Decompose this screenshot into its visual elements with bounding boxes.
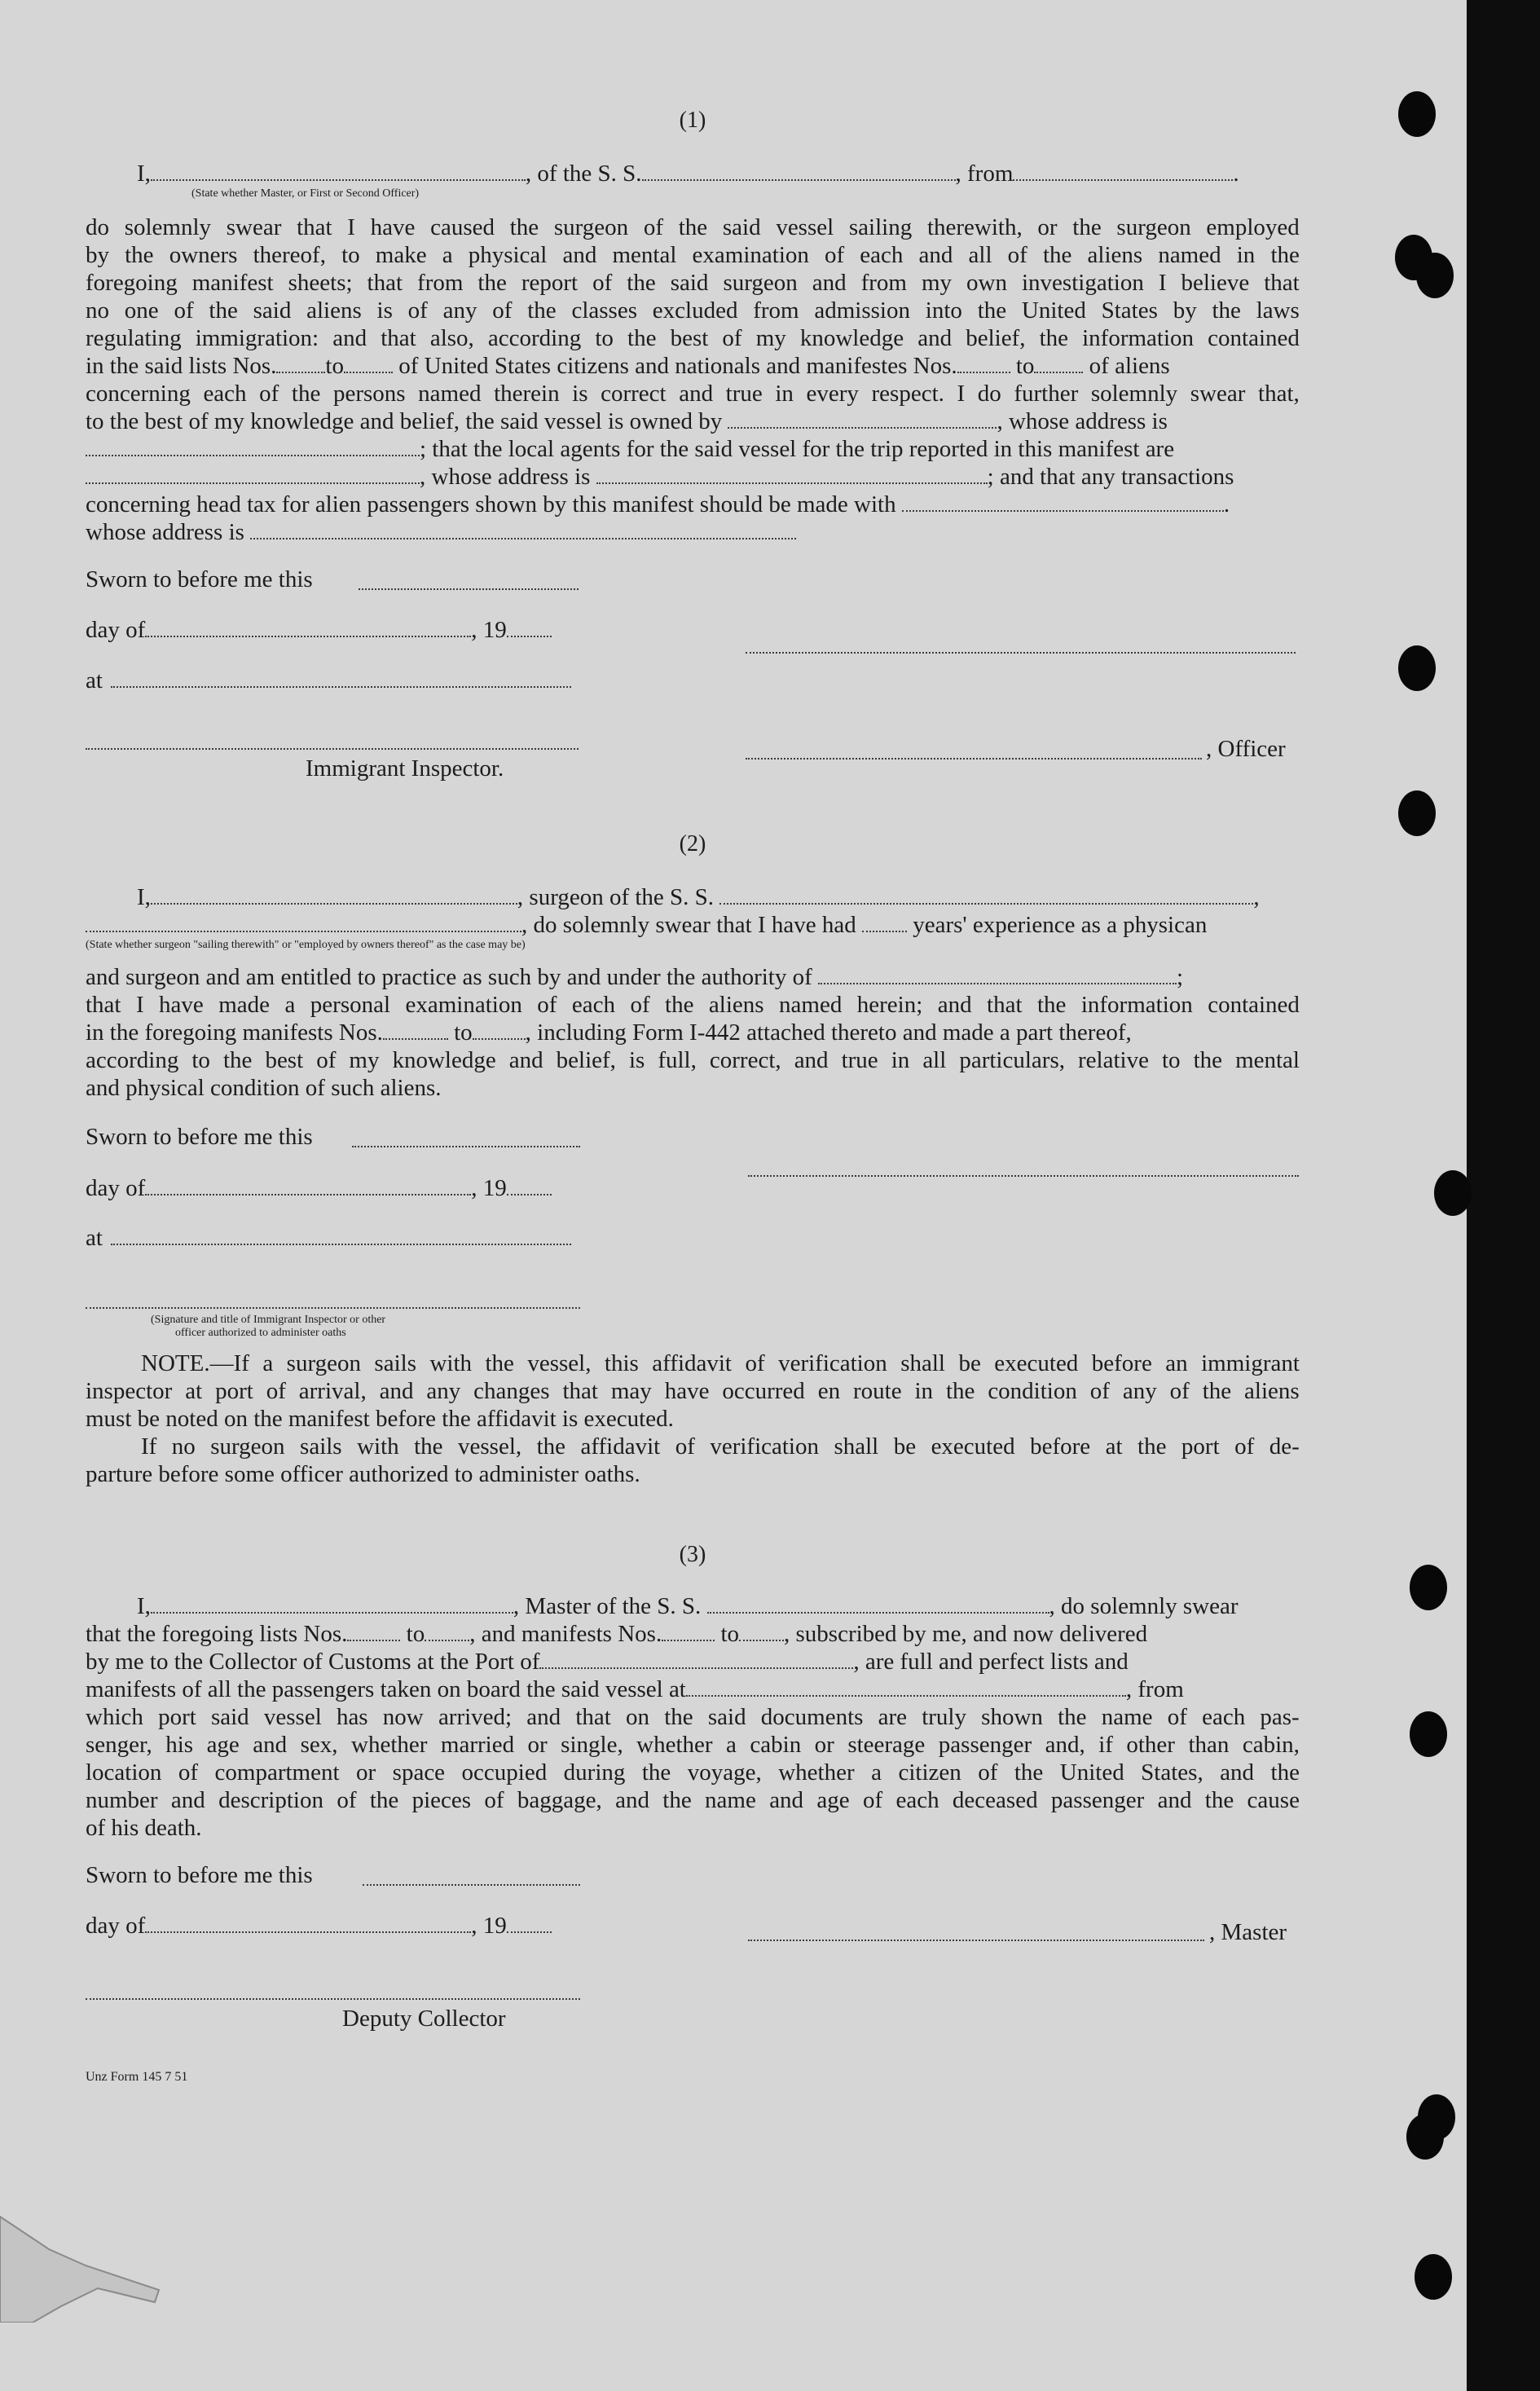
label: . xyxy=(1223,491,1230,517)
label: , do solemnly swear that I have had xyxy=(521,912,856,938)
section-2-body xyxy=(86,963,1300,1102)
vessel-owner-field[interactable] xyxy=(728,409,997,429)
label: to xyxy=(720,1621,740,1647)
sworn-date-field[interactable] xyxy=(359,588,579,590)
field-caption: (State whether surgeon "sailing therewith" or "employed by owners thereof" as the case may be) xyxy=(86,939,526,951)
label: ; xyxy=(1177,964,1184,990)
form-number: Unz Form 145 7 51 xyxy=(86,2070,188,2084)
manifest-to-field[interactable] xyxy=(473,1020,526,1040)
label: . xyxy=(1233,161,1239,187)
punch-hole xyxy=(1398,645,1436,691)
day-label: day of xyxy=(86,617,146,643)
text-line: according to the best of my knowledge and belief, is full, correct, and true in all particulars, relative to the mental xyxy=(86,1047,1300,1073)
label: ; that the local agents for the said vessel for the trip reported in this manifest are xyxy=(420,436,1175,462)
deputy-label: Deputy Collector xyxy=(342,2006,506,2032)
manifest-to-field[interactable] xyxy=(739,1622,784,1641)
deputy-signature-line[interactable] xyxy=(86,1998,580,2000)
officer-name-field[interactable] xyxy=(151,161,526,181)
contact-address-field[interactable] xyxy=(250,520,796,539)
label: , xyxy=(1253,884,1260,910)
place-field[interactable] xyxy=(111,668,571,688)
label: and surgeon and am entitled to practice as such by and under the authority of xyxy=(86,964,812,990)
label: I, xyxy=(137,884,151,910)
label: in the foregoing manifests Nos. xyxy=(86,1019,383,1046)
label: , do solemnly swear xyxy=(1049,1593,1239,1619)
text-line: senger, his age and sex, whether married or single, whether a cabin or steerage passenger and, if other than cabin, xyxy=(86,1732,1300,1758)
vessel-name-field[interactable] xyxy=(642,161,956,181)
day-label: day of xyxy=(86,1913,146,1939)
sworn-date-field[interactable] xyxy=(352,1146,580,1147)
text-line: and physical condition of such aliens. xyxy=(86,1075,442,1101)
local-agents-field[interactable] xyxy=(86,465,420,484)
year-label: , 19 xyxy=(471,617,507,643)
text-line: which port said vessel has now arrived; and that on the said documents are truly shown the name of each pas- xyxy=(86,1704,1300,1730)
departure-port-field[interactable] xyxy=(1013,161,1233,181)
text-line: no one of the said aliens is of any of the classes excluded from admission into the United States by the laws xyxy=(86,297,1300,324)
text-line: by the owners thereof, to make a physical and mental examination of each and all of the aliens named in the xyxy=(86,242,1300,268)
label: to xyxy=(1015,353,1035,379)
at-label: at xyxy=(86,1225,103,1251)
officer-label: , Officer xyxy=(1206,736,1286,762)
label: , from xyxy=(1125,1676,1184,1702)
label: I, xyxy=(137,1593,151,1619)
label: of aliens xyxy=(1089,353,1170,379)
section-2 xyxy=(86,831,1300,857)
note-line: If no surgeon sails with the vessel, the affidavit of verification shall be executed before at the port of de- xyxy=(141,1433,1300,1460)
inspector-signature-line[interactable] xyxy=(86,1307,580,1309)
boarding-port-field[interactable] xyxy=(686,1677,1126,1697)
owner-address-field[interactable] xyxy=(86,437,420,456)
note-line: must be noted on the manifest before the affidavit is executed. xyxy=(86,1406,674,1432)
text-line: of his death. xyxy=(86,1815,202,1841)
label: , whose address is xyxy=(420,464,591,490)
sworn-label: Sworn to before me this xyxy=(86,1124,313,1150)
year-field[interactable] xyxy=(507,1913,552,1933)
signature-caption: (Signature and title of Immigrant Inspector or other xyxy=(151,1314,386,1326)
manifest-from-field[interactable] xyxy=(662,1622,715,1641)
text-line: that I have made a personal examination of each of the aliens named herein; and that the information contained xyxy=(86,992,1300,1018)
label: , surgeon of the S. S. xyxy=(517,884,715,910)
punch-hole xyxy=(1410,1711,1447,1757)
label: ; and that any transactions xyxy=(987,464,1234,490)
year-label: , 19 xyxy=(471,1913,507,1939)
punch-hole xyxy=(1415,2254,1452,2300)
list-to-field[interactable] xyxy=(425,1622,469,1641)
label: concerning head tax for alien passengers shown by this manifest should be made with xyxy=(86,491,896,517)
section-3-body xyxy=(86,1592,1300,1842)
label: that the foregoing lists Nos. xyxy=(86,1621,348,1647)
label: , and manifests Nos. xyxy=(469,1621,662,1647)
master-name-field[interactable] xyxy=(151,1594,513,1614)
day-label: day of xyxy=(86,1175,146,1201)
torn-corner-mark xyxy=(0,2192,163,2323)
section-number: (3) xyxy=(679,1542,706,1567)
label: , Master of the S. S. xyxy=(513,1593,702,1619)
section-2-oath-lines xyxy=(86,883,1300,952)
punch-hole xyxy=(1398,790,1436,836)
list-from-field[interactable] xyxy=(347,1622,400,1641)
note-line: NOTE.—If a surgeon sails with the vessel, this affidavit of verification shall be executed before an immigrant xyxy=(141,1350,1300,1376)
label: to xyxy=(406,1621,425,1647)
label: , subscribed by me, and now delivered xyxy=(784,1621,1148,1647)
label: of United States citizens and nationals and manifestes Nos. xyxy=(398,353,957,379)
label: , are full and perfect lists and xyxy=(853,1649,1129,1675)
note-line: parture before some officer authorized to administer oaths. xyxy=(86,1461,640,1487)
agents-address-field[interactable] xyxy=(596,465,988,484)
manifest-from-field[interactable] xyxy=(383,1020,448,1040)
text-line: regulating immigration: and that also, according to the best of my knowledge and belief, the information contained xyxy=(86,325,1300,351)
month-field[interactable] xyxy=(145,1176,471,1196)
label: , of the S. S. xyxy=(525,161,642,187)
note-line: inspector at port of arrival, and any changes that may have occurred en route in the condition of any of the aliens xyxy=(86,1378,1300,1404)
year-label: , 19 xyxy=(471,1175,507,1201)
label: manifests of all the passengers taken on board the said vessel at xyxy=(86,1676,686,1702)
month-field[interactable] xyxy=(145,1913,471,1933)
section-1 xyxy=(86,108,1300,134)
punch-hole xyxy=(1410,1565,1447,1610)
place-field[interactable] xyxy=(111,1226,571,1245)
label: by me to the Collector of Customs at the Port of xyxy=(86,1649,540,1675)
text-line: number and description of the pieces of baggage, and the name and age of each deceased passenger and the cause xyxy=(86,1787,1300,1813)
punch-hole xyxy=(1398,91,1436,137)
master-vessel-field[interactable] xyxy=(707,1594,1049,1614)
sworn-label: Sworn to before me this xyxy=(86,566,313,592)
label: , whose address is xyxy=(997,408,1168,434)
month-field[interactable] xyxy=(145,618,471,637)
sworn-label: Sworn to before me this xyxy=(86,1862,313,1888)
punch-hole xyxy=(1416,253,1454,298)
section-2-note xyxy=(86,1350,1300,1488)
section-number: (1) xyxy=(679,108,706,133)
label: I, xyxy=(137,161,151,187)
surgeon-status-field[interactable] xyxy=(86,913,521,932)
officer-signature-line[interactable] xyxy=(746,652,1296,654)
head-tax-contact-field[interactable] xyxy=(902,492,1224,512)
label: to xyxy=(454,1019,473,1046)
surgeon-name-field[interactable] xyxy=(151,885,517,905)
label: whose address is xyxy=(86,519,244,545)
year-field[interactable] xyxy=(507,618,552,637)
sworn-date-field[interactable] xyxy=(363,1884,580,1886)
at-label: at xyxy=(86,667,103,694)
citizen-list-from-field[interactable] xyxy=(276,354,325,373)
surgeon-vessel-field[interactable] xyxy=(719,885,1253,905)
surgeon-signature-line[interactable] xyxy=(748,1175,1299,1177)
punch-hole xyxy=(1434,1170,1472,1216)
field-caption: (State whether Master, or First or Second Officer) xyxy=(191,187,420,200)
label: in the said lists Nos. xyxy=(86,353,277,379)
signature-caption: officer authorized to administer oaths xyxy=(175,1327,346,1339)
section-1-body xyxy=(86,214,1300,546)
section-number: (2) xyxy=(679,831,706,856)
text-line: do solemnly swear that I have caused the surgeon of the said vessel sailing therewith, or the surgeon employed xyxy=(86,214,1300,240)
punch-hole xyxy=(1406,2114,1444,2160)
section-1-oath-line xyxy=(86,160,1300,200)
officer-title-line[interactable] xyxy=(746,758,1202,760)
manifest-from-field[interactable] xyxy=(957,354,1010,373)
licensing-authority-field[interactable] xyxy=(818,965,1177,984)
port-field[interactable] xyxy=(539,1649,853,1669)
text-line: concerning each of the persons named therein is correct and true in every respect. I do further solemnly swear that, xyxy=(86,381,1300,407)
text-line: foregoing manifest sheets; that from the report of the said surgeon and from my own investigation I believe that xyxy=(86,270,1300,296)
inspector-label: Immigrant Inspector. xyxy=(306,755,504,782)
section-3 xyxy=(86,1542,1300,1568)
master-label: , Master xyxy=(1209,1919,1287,1945)
citizen-list-to-field[interactable] xyxy=(344,354,393,373)
master-signature-line[interactable] xyxy=(748,1940,1204,1941)
label: to xyxy=(325,353,344,379)
label: , including Form I-442 attached thereto and made a part thereof, xyxy=(525,1019,1132,1046)
year-field[interactable] xyxy=(507,1176,552,1196)
manifest-to-field[interactable] xyxy=(1034,354,1083,373)
label: , from xyxy=(955,161,1014,187)
label: years' experience as a physican xyxy=(913,912,1208,938)
inspector-signature-line[interactable] xyxy=(86,748,579,750)
label: to the best of my knowledge and belief, the said vessel is owned by xyxy=(86,408,723,434)
years-experience-field[interactable] xyxy=(862,913,907,932)
text-line: location of compartment or space occupied during the voyage, whether a citizen of the United States, and the xyxy=(86,1759,1300,1786)
